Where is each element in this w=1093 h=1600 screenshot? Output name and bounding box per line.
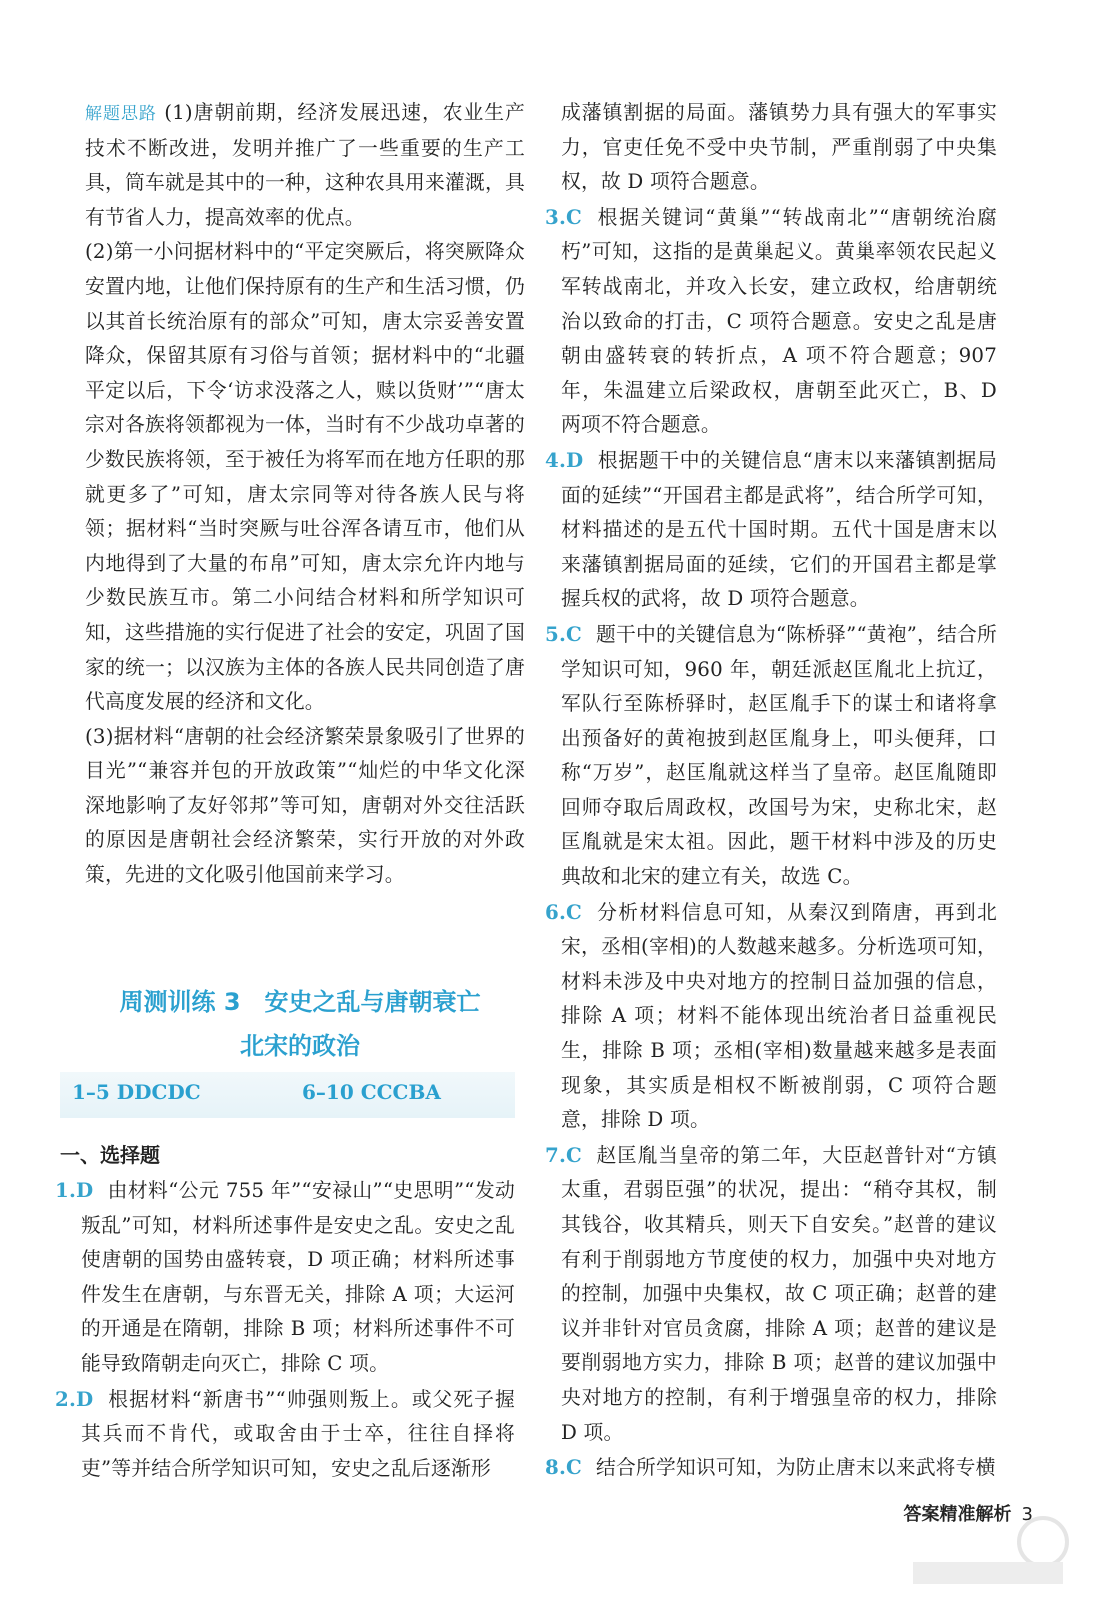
section-title-line-1: 周测训练 3 安史之乱与唐朝衰亡 [119,988,481,1016]
question-number: 1.D [55,1178,94,1202]
left-column [85,96,525,893]
section-title-line-2: 北宋的政治 [240,1032,360,1060]
analysis-paragraph-1: 解题思路 (1)唐朝前期，经济发展迅速，农业生产技术不断改进，发明并推广了一些重要的生产工具，筒车就是其中的一种，这种农具用来灌溉，具有节省人力，提高效率的优点。 [85,101,525,229]
question-number: 4.D [545,447,584,472]
right-column [545,96,997,1486]
list-item: 3.C 根据关键词“黄巢”“转战南北”“唐朝统治腐朽”可知，这指的是黄巢起义。黄巢率领农民起义军转战南北，并攻入长安，建立政权，给唐朝统治以致命的打击，C 项符合题意。安史之乱是唐朝由盛转衰的转折点，A 项不符合题意；907 年，朱温建立后梁政权，唐朝至此灭亡，B、D 两项不符合题意。 [545,204,997,437]
question-number: 6.C [545,899,582,924]
analysis-paragraph-2: (2)第一小问据材料中的“平定突厥后，将突厥降众安置内地，让他们保持原有的生产和生活习惯，仍以其首长统治原有的部众”可知，唐太宗妥善安置降众，保留其原有习俗与首领；据材料中的“北疆平定以后，下令‘访求没落之人，赎以货财’”“唐太宗对各族将领都视为一体，当时有不少战功卓著的少数民族将领，至于被任为将军而在地方任职的那就更多了”可知，唐太宗同等对待各族人民与将领；据材料“当时突厥与吐谷浑各请互市，他们从内地得到了大量的布帛”可知，唐太宗允许内地与少数民族互市。第二小问结合材料和所学知识可知，这些措施的实行促进了社会的安定，巩固了国家的统一；以汉族为主体的各族人民共同创造了唐代高度发展的经济和文化。 [85,240,525,714]
watermark-logo-icon [893,1512,1073,1592]
page-number: 3 [1021,1504,1033,1525]
question-number: 3.C [545,204,582,229]
answer-key-1-5: 1–5 DDCDC [72,1080,201,1104]
question-number: 2.D [55,1386,94,1411]
list-item: 8.C 结合所学知识可知，为防止唐末以来武将专横 [545,1455,996,1480]
list-item: 1.D 由材料“公元 755 年”“安禄山”“史思明”“发动叛乱”可知，材料所述事件是安史之乱。安史之乱使唐朝的国势由盛转衰，D 项正确；材料所述事件发生在唐朝，与东晋无关，排除 A 项；大运河的开通是在隋朝，排除 B 项；材料所述事件不可能导致隋朝走向灭亡，排除 C 项。 [55,1178,515,1375]
question-number: 7.C [545,1142,582,1167]
list-item: 5.C 题干中的关键信息为“陈桥驿”“黄袍”，结合所学知识可知，960 年，朝廷派赵匡胤北上抗辽，军队行至陈桥驿时，赵匡胤手下的谋士和诸将拿出预备好的黄袍披到赵匡胤身上，叩头便拜，口称“万岁”，赵匡胤就这样当了皇帝。赵匡胤随即回师夺取后周政权，改国号为宋，史称北宋，赵匡胤就是宋太祖。因此，题干材料中涉及的历史典故和北宋的建立有关，故选 C。 [545,621,997,889]
analysis-label: 解题思路 [85,104,157,124]
question-number: 5.C [545,621,582,646]
list-item: 7.C 赵匡胤当皇帝的第二年，大臣赵普针对“方镇太重，君弱臣强”的状况，提出：“稍夺其权，制其钱谷，收其精兵，则天下自安矣。”赵普的建议有利于削弱地方节度使的权力，加强中央对地方的控制，加强中央集权，故 C 项正确；赵普的建议并非针对官员贪腐，排除 A 项；赵普的建议是要削弱地方实力，排除 B 项；赵普的建议加强中央对地方的控制，有利于增强皇帝的权力，排除 D 项。 [545,1142,997,1444]
list-item: 6.C 分析材料信息可知，从秦汉到隋唐，再到北宋，丞相(宰相)的人数越来越多。分析选项可知，材料未涉及中央对地方的控制日益加强的信息，排除 A 项；材料不能体现出统治者日益重视民生，排除 B 项；丞相(宰相)数量越来越多是表面现象，其实质是相权不断被削弱，C 项符合题意，排除 D 项。 [545,899,997,1132]
answer-key-6-10: 6–10 CCCBA [302,1080,441,1104]
section-heading: 一、选择题 [60,1143,160,1167]
question-number: 8.C [545,1455,582,1480]
answer-key-bar [60,1072,515,1118]
list-item: 4.D 根据题干中的关键信息“唐末以来藩镇割据局面的延续”“开国君主都是武将”，结合所学可知，材料描述的是五代十国时期。五代十国是唐末以来藩镇割据局面的延续，它们的开国君主都是掌握兵权的武将，故 D 项符合题意。 [545,447,997,611]
continued-paragraph: 成藩镇割据的局面。藩镇势力具有强大的军事实力，官吏任免不受中央节制，严重削弱了中央集权，故 D 项符合题意。 [561,101,997,194]
analysis-paragraph-3: (3)据材料“唐朝的社会经济繁荣景象吸引了世界的目光”“兼容并包的开放政策”“灿烂的中华文化深深地影响了友好邻邦”等可知，唐朝对外交往活跃的原因是唐朝社会经济繁荣，实行开放的对外政策，先进的文化吸引他国前来学习。 [85,724,525,887]
list-item: 2.D 根据材料“新唐书”“帅强则叛上。或父死子握其兵而不肯代，或取舍由于士卒，往往自择将吏”等并结合所学知识可知，安史之乱后逐渐形 [55,1386,515,1480]
left-items [55,1173,515,1486]
footer-label: 答案精准解析 [903,1504,1012,1525]
